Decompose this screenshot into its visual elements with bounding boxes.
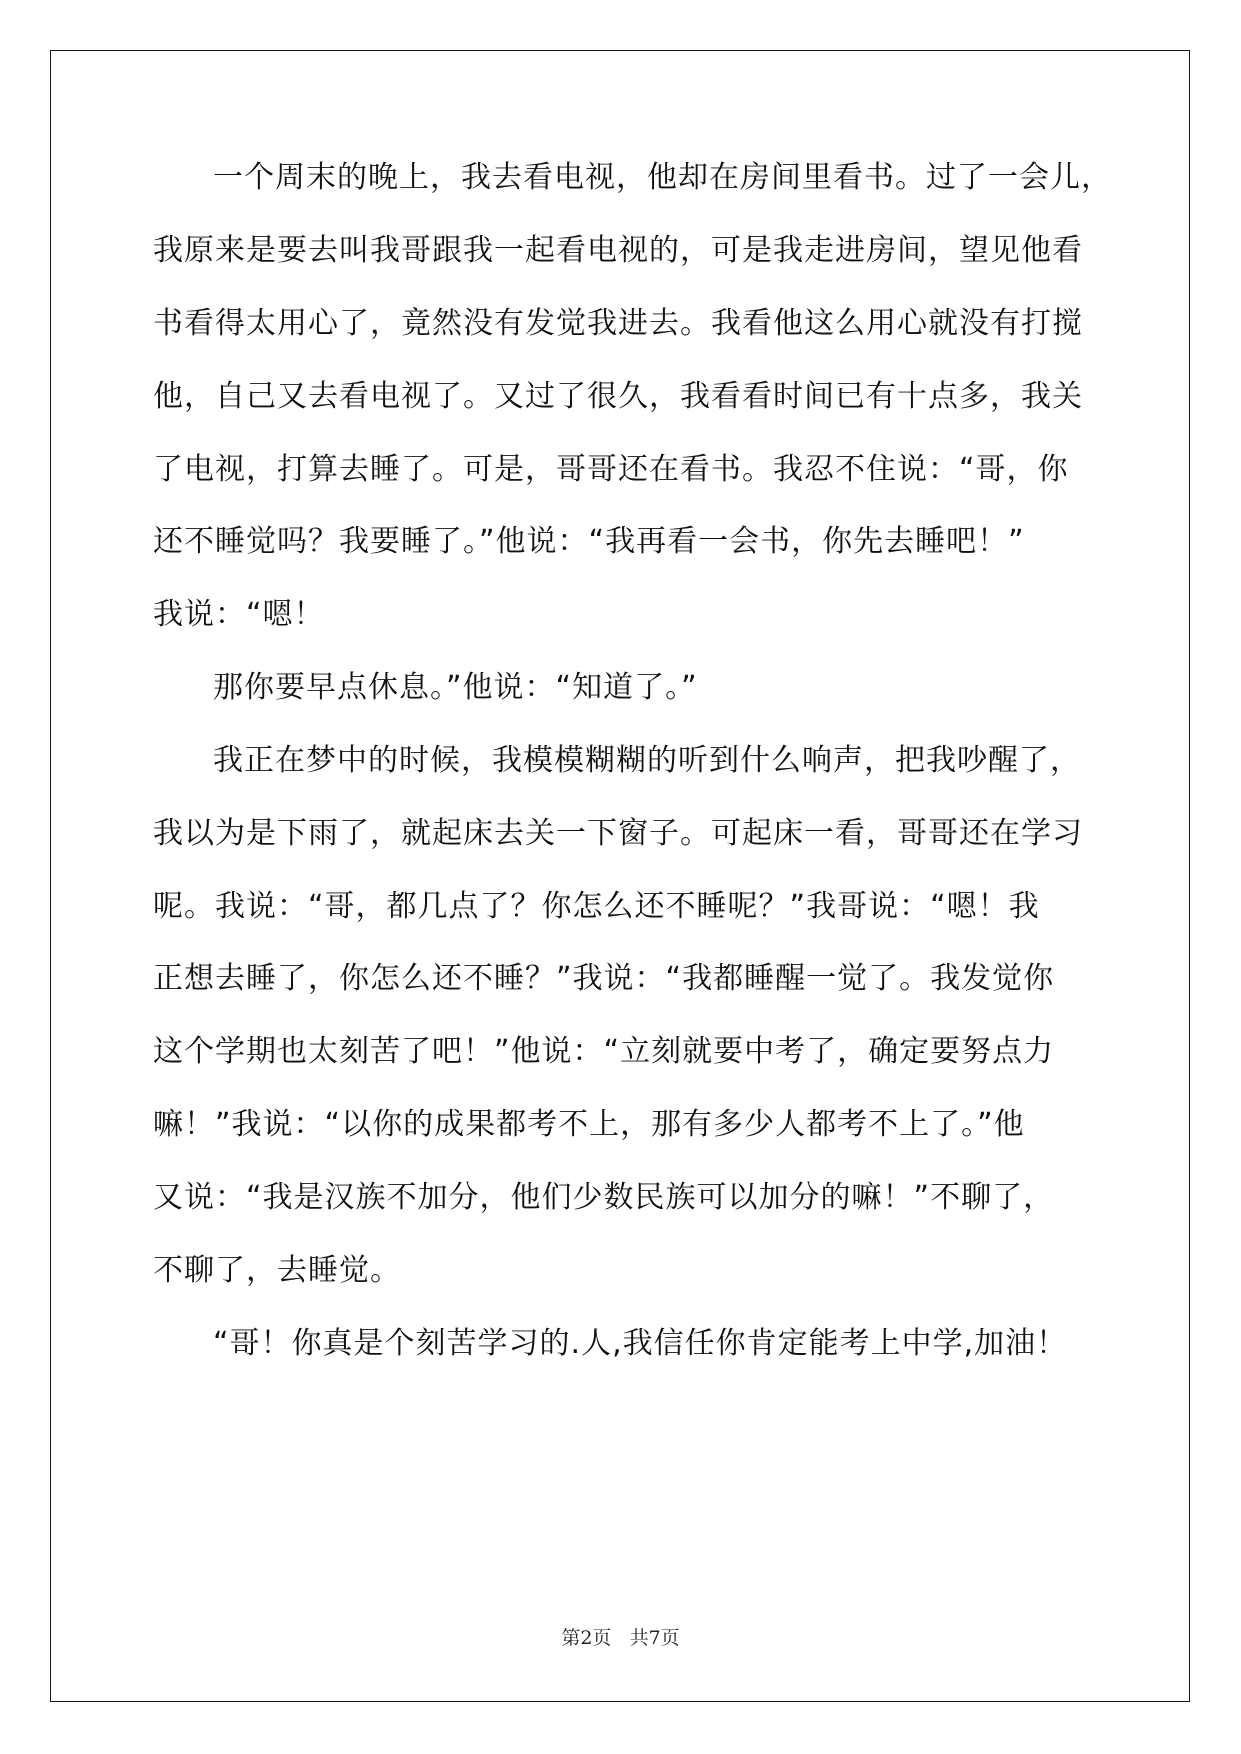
text-line: 我正在梦中的时候，我模模糊糊的听到什么响声，把我吵醒了， (213, 743, 1081, 778)
text-line: 那你要早点休息。”他说：“知道了。” (213, 670, 698, 705)
text-line: “哥！你真是个刻苦学习的.人,我信任你肯定能考上中学,加油！ (213, 1326, 1068, 1361)
text-line: 他，自己又去看电视了。又过了很久，我看看时间已有十点多，我关 (153, 379, 1083, 414)
text-line: 我以为是下雨了，就起床去关一下窗子。可起床一看，哥哥还在学习 (153, 816, 1083, 851)
text-line: 这个学期也太刻苦了吧！”他说：“立刻就要中考了，确定要努点力 (153, 1034, 1055, 1069)
text-line: 还不睡觉吗？我要睡了。”他说：“我再看一会书，你先去睡吧！” (153, 524, 1025, 559)
text-line: 嘛！”我说：“以你的成果都考不上，那有多少人都考不上了。”他 (153, 1107, 1025, 1142)
text-line: 不聊了，去睡觉。 (153, 1253, 401, 1288)
text-line: 了电视，打算去睡了。可是，哥哥还在看书。我忍不住说：“哥，你 (153, 452, 1069, 487)
page-border (50, 50, 1190, 1702)
text-line: 呢。我说：“哥，都几点了？你怎么还不睡呢？”我哥说：“嗯！我 (153, 889, 1040, 924)
text-line: 书看得太用心了，竟然没有发觉我进去。我看他这么用心就没有打搅 (153, 306, 1083, 341)
page-footer (0, 1623, 1241, 1650)
text-line: 正想去睡了，你怎么还不睡？”我说：“我都睡醒一觉了。我发觉你 (153, 961, 1055, 996)
page-number: 第2页 (561, 1627, 612, 1649)
text-line: 我原来是要去叫我哥跟我一起看电视的，可是我走进房间，望见他看 (153, 233, 1083, 268)
text-line: 我说：“嗯！ (153, 597, 325, 632)
text-line: 又说：“我是汉族不加分，他们少数民族可以加分的嘛！”不聊了， (153, 1180, 1055, 1215)
text-line: 一个周末的晚上，我去看电视，他却在房间里看书。过了一会儿， (213, 160, 1112, 195)
page-total: 共7页 (629, 1627, 680, 1649)
